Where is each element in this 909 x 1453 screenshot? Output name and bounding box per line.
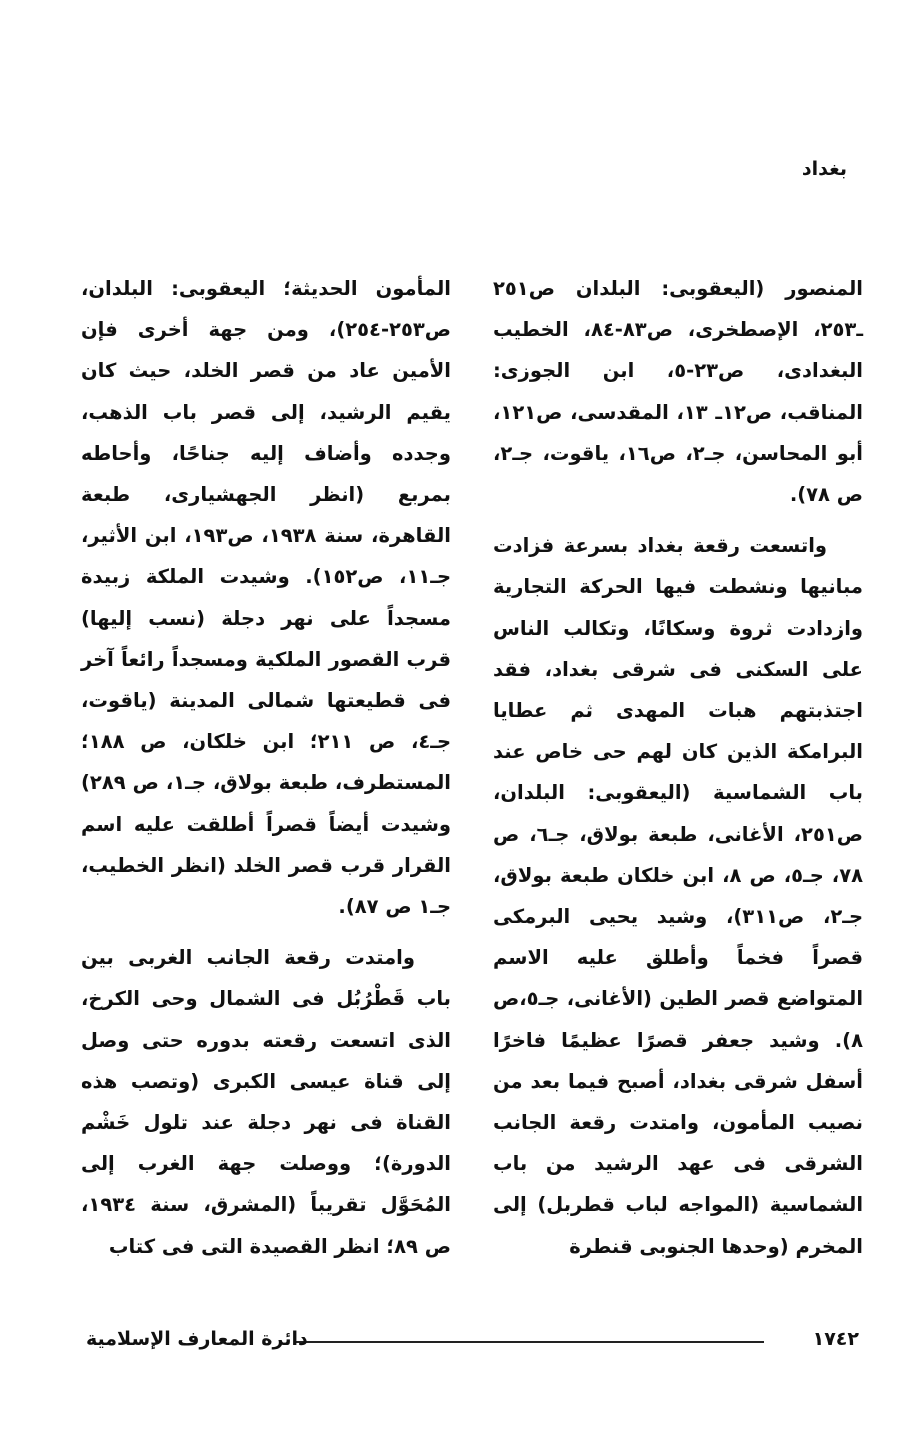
- page-footer: [86, 1328, 859, 1358]
- left-paragraph-2: وامتدت رقعة الجانب الغربى بين باب قَطْرُبُل فى الشمال وحى الكرخ، الذى اتسعت رقعته بدوره حتى وصل إلى قناة عيسى الكبرى (وتصب هذه القناة فى نهر دجلة عند تلول خَشْم الدورة)؛ ووصلت جهة الغرب إلى المُحَوَّل تقريباً (المشرق، سنة ١٩٣٤، ص ٨٩؛ انظر القصيدة التى فى كتاب: [81, 946, 451, 1258]
- right-column: [493, 268, 863, 1267]
- encyclopedia-title: دائرة المعارف الإسلامية: [86, 1328, 308, 1350]
- left-column: [81, 268, 451, 1267]
- running-header: بغداد: [801, 158, 847, 180]
- left-paragraph-1: المأمون الحديثة؛ اليعقوبى: البلدان، ص٢٥٣-٢٥٤)، ومن جهة أخرى فإن الأمين عاد من قصر الخلد، حيث كان يقيم الرشيد، إلى قصر باب الذهب، وجدده وأضاف إليه جناحًا، وأحاطه بمربع (انظر الجهشيارى، طبعة القاهرة، سنة ١٩٣٨، ص١٩٣، ابن الأثير، جـ١١، ص١٥٢). وشيدت الملكة زبيدة مسجداً على نهر دجلة (نسب إليها) قرب القصور الملكية ومسجداً رائعاً آخر فى قطيعتها شمالى المدينة (ياقوت، جـ٤، ص ٢١١؛ ابن خلكان، ص ١٨٨؛ المستطرف، طبعة بولاق، جـ١، ص ٢٨٩) وشيدت أيضاً قصراً أطلقت عليه اسم القرار قرب قصر الخلد (انظر الخطيب، جـ١ ص ٨٧).: [81, 277, 451, 919]
- right-paragraph-2: واتسعت رقعة بغداد بسرعة فزادت مبانيها ونشطت فيها الحركة التجارية وازدادت ثروة وسكانًا، وتكالب الناس على السكنى فى شرقى بغداد، فقد اجتذبتهم هبات المهدى ثم عطايا البرامكة الذين كان لهم حى خاص عند باب الشماسية (اليعقوبى: البلدان، ص٢٥١، الأغانى، طبعة بولاق، جـ٦، ص ٧٨، جـ٥، ص ٨، ابن خلكان طبعة بولاق، جـ٢، ص٣١١)، وشيد يحيى البرمكى قصراً فخماً وأطلق عليه الاسم المتواضع قصر الطين (الأغانى، جـ٥،ص ٨). وشيد جعفر قصرًا عظيمًا فاخرًا أسفل شرقى بغداد، أصبح فيما بعد من نصيب المأمون، وامتدت رقعة الجانب الشرقى فى عهد الرشيد من باب الشماسية (المواجه لباب قطربل) إلى المخرم (وحدها الجنوبى قنطرة: [493, 534, 864, 1258]
- footer-rule: [296, 1341, 764, 1343]
- right-paragraph-1: المنصور (اليعقوبى: البلدان ص٢٥١ ـ٢٥٣، الإصطخرى، ص٨٣-٨٤، الخطيب البغدادى، ص٢٣-٥، ابن الجوزى: المناقب، ص١٢ـ ١٣، المقدسى، ص١٢١، أبو المحاسن، جـ٢، ص١٦، ياقوت، جـ٢، ص ٧٨).: [493, 277, 863, 507]
- page-number: ١٧٤٢: [812, 1328, 859, 1350]
